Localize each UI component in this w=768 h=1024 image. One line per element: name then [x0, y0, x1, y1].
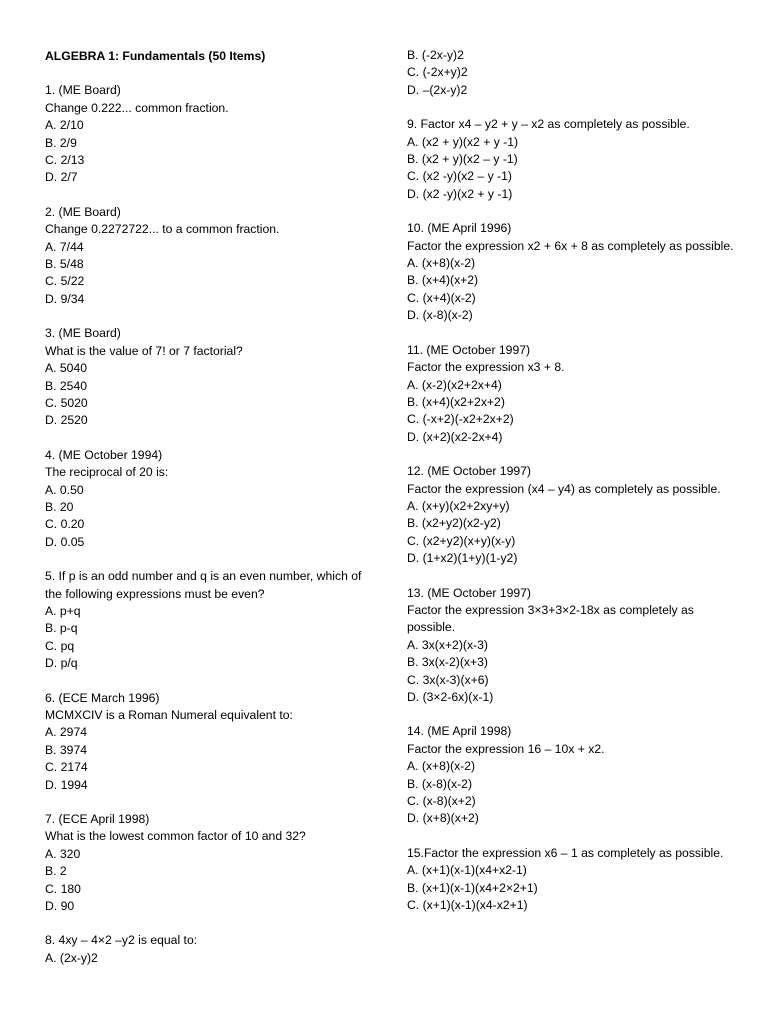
question-line: D. (x+2)(x2-2x+4) — [407, 429, 503, 444]
question-line: C. (x2 -y)(x2 – y -1) — [407, 169, 512, 184]
question-text: 8. 4xy – 4×2 –y2 is equal to: — [45, 933, 198, 948]
question-line: A. 5040 — [45, 361, 88, 376]
question-line: C. (x+1)(x-1)(x4-x2+1) — [407, 898, 528, 913]
question-line: The reciprocal of 20 is: — [45, 465, 169, 480]
question-line: C. (-x+2)(-x2+2x+2) — [407, 412, 514, 427]
question-line: D. 2/7 — [45, 170, 78, 185]
question-line: C. 180 — [45, 881, 81, 896]
question-text: 13. (ME October 1997) — [407, 585, 531, 600]
right-column — [407, 47, 737, 931]
question-line: A. (2x-y)2 — [45, 950, 98, 965]
question-line: Factor the expression x3 + 8. — [407, 360, 565, 375]
question-line: D. (3×2-6x)(x-1) — [407, 690, 494, 704]
question-line: A. 0.50 — [45, 482, 84, 497]
question-block — [407, 220, 737, 324]
question-block — [407, 845, 737, 915]
question-line: B. 2 — [45, 864, 67, 879]
question-block — [45, 690, 370, 794]
question-line: Change 0.222... common fraction. — [45, 100, 229, 115]
question-line: Factor the expression 16 – 10x + x2. — [407, 741, 605, 756]
question-block — [45, 447, 370, 551]
question-block — [45, 811, 370, 915]
left-column — [45, 48, 370, 984]
question-line: A. (x+1)(x-1)(x4+x2-1) — [407, 863, 527, 878]
question-text: 9. Factor x4 – y2 + y – x2 as completely as possible. — [407, 117, 690, 132]
question-line: D. –(2x-y)2 — [407, 82, 468, 97]
question-line: D. (x2 -y)(x2 + y -1) — [407, 186, 513, 201]
question-line: B. 3x(x-2)(x+3) — [407, 655, 488, 670]
question-line: A. 2974 — [45, 725, 88, 740]
question-line: What is the value of 7! or 7 factorial? — [45, 343, 243, 358]
question-line: A. (x-2)(x2+2x+4) — [407, 377, 502, 392]
question-line: Factor the expression 3×3+3×2-18x as completely as possible. — [407, 602, 698, 635]
question-line: A. 3x(x+2)(x-3) — [407, 637, 488, 652]
question-text: 2. (ME Board) — [45, 204, 121, 219]
question-block — [45, 932, 370, 967]
question-line: B. p-q — [45, 621, 78, 636]
question-line: D. 9/34 — [45, 291, 85, 306]
question-line: C. 0.20 — [45, 517, 85, 532]
question-line: A. 320 — [45, 846, 81, 861]
question-line: C. 5/22 — [45, 274, 85, 289]
question-line: B. (x+4)(x+2) — [407, 273, 479, 288]
question-line: D. p/q — [45, 656, 78, 671]
question-text: 6. (ECE March 1996) — [45, 690, 160, 705]
question-text: 12. (ME October 1997) — [407, 464, 531, 479]
question-line: C. (x2+y2)(x+y)(x-y) — [407, 533, 516, 548]
question-line: D. 1994 — [45, 777, 88, 792]
question-line: C. 2174 — [45, 760, 88, 775]
question-text: 11. (ME October 1997) — [407, 342, 531, 357]
question-text: 15.Factor the expression x6 – 1 as completely as possible. — [407, 845, 724, 860]
question-line: C. pq — [45, 638, 75, 653]
question-line: Change 0.2272722... to a common fraction. — [45, 222, 280, 237]
document-title: ALGEBRA 1: Fundamentals (50 Items) — [45, 49, 266, 63]
left-question-list — [45, 82, 370, 967]
question-line: B. 2540 — [45, 378, 88, 393]
question-block — [407, 723, 737, 827]
question-line: B. 3974 — [45, 742, 88, 757]
right-question-list — [407, 47, 737, 914]
question-line: C. 5020 — [45, 395, 88, 410]
question-line: D. (x-8)(x-2) — [407, 308, 473, 323]
question-line: B. 2/9 — [45, 135, 77, 150]
question-line: B. 5/48 — [45, 257, 84, 272]
question-line: Factor the expression (x4 – y4) as completely as possible. — [407, 481, 721, 496]
question-line: D. 2520 — [45, 413, 88, 428]
question-line: A. (x2 + y)(x2 + y -1) — [407, 134, 519, 149]
question-block — [407, 342, 737, 446]
question-line: D. 90 — [45, 899, 75, 914]
question-block — [45, 568, 370, 672]
question-line: A. p+q — [45, 603, 81, 618]
question-text: 14. (ME April 1998) — [407, 724, 512, 739]
question-line: B. (x2 + y)(x2 – y -1) — [407, 152, 518, 167]
question-line: D. (x+8)(x+2) — [407, 811, 479, 826]
question-block — [407, 47, 737, 99]
question-block — [407, 463, 737, 567]
question-block — [45, 82, 370, 186]
question-line: B. (x-8)(x-2) — [407, 776, 472, 791]
question-block — [45, 325, 370, 429]
question-line: B. 20 — [45, 499, 74, 514]
question-line: A. (x+y)(x2+2xy+y) — [407, 498, 510, 513]
question-line: A. 2/10 — [45, 118, 84, 133]
question-text: 5. If p is an odd number and q is an even number, which of the following expressions must be even? — [45, 569, 365, 601]
question-line: B. (x2+y2)(x2-y2) — [407, 516, 501, 531]
question-line: MCMXCIV is a Roman Numeral equivalent to: — [45, 708, 293, 722]
question-line: C. (-2x+y)2 — [407, 65, 468, 80]
question-line: C. (x-8)(x+2) — [407, 794, 476, 809]
question-text: 7. (ECE April 1998) — [45, 812, 150, 827]
question-text: 4. (ME October 1994) — [45, 447, 163, 462]
question-line: C. (x+4)(x-2) — [407, 290, 476, 305]
question-text: 3. (ME Board) — [45, 326, 121, 341]
question-block — [407, 116, 737, 203]
question-line: C. 2/13 — [45, 153, 85, 168]
question-line: A. 7/44 — [45, 239, 84, 254]
question-line: C. 3x(x-3)(x+6) — [407, 672, 489, 687]
question-text: B. (-2x-y)2 — [407, 48, 464, 62]
question-line: Factor the expression x2 + 6x + 8 as completely as possible. — [407, 238, 734, 253]
question-text: 10. (ME April 1996) — [407, 221, 512, 236]
question-text: 1. (ME Board) — [45, 83, 121, 98]
question-line: B. (x+1)(x-1)(x4+2×2+1) — [407, 880, 538, 895]
question-line: A. (x+8)(x-2) — [407, 759, 476, 774]
question-line: D. 0.05 — [45, 534, 85, 549]
question-line: What is the lowest common factor of 10 and 32? — [45, 829, 306, 844]
question-block — [45, 204, 370, 308]
question-line: B. (x+4)(x2+2x+2) — [407, 394, 505, 409]
question-line: D. (1+x2)(1+y)(1-y2) — [407, 551, 518, 566]
question-line: A. (x+8)(x-2) — [407, 256, 476, 271]
question-block — [407, 585, 737, 707]
